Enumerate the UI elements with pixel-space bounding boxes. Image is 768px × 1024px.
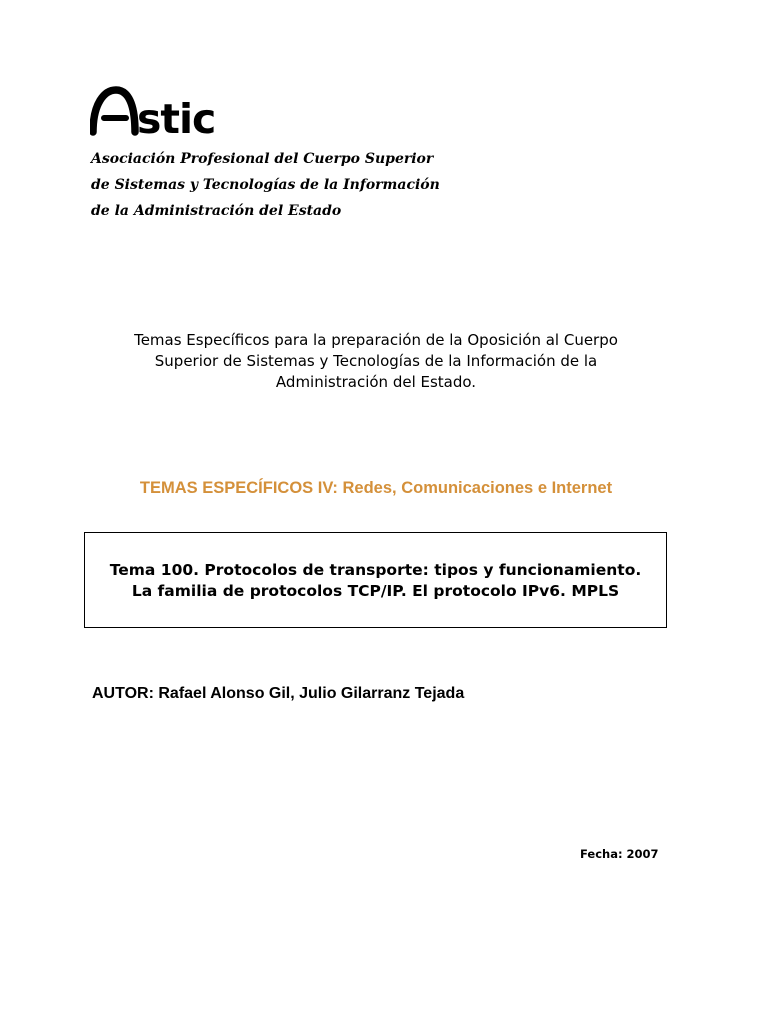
tema-title-box [84,532,667,628]
tema-title-line: La familia de protocolos TCP/IP. El protocolo IPv6. MPLS [131,582,620,600]
organization-line: Asociación Profesional del Cuerpo Superior [91,151,434,167]
svg-text:stic: stic [137,95,216,140]
astic-logo-mark [90,84,225,140]
astic-logo [90,84,225,140]
intro-line: Superior de Sistemas y Tecnologías de la Información de la [154,352,598,370]
organization-line: de Sistemas y Tecnologías de la Información [91,177,440,193]
date-line: Fecha: 2007 [580,847,659,861]
organization-line: de la Administración del Estado [91,203,342,219]
intro-line: Administración del Estado. [275,373,477,391]
organization-name [91,146,440,224]
tema-title-line: Tema 100. Protocolos de transporte: tipos y funcionamiento. [109,561,642,579]
series-title: TEMAS ESPECÍFICOS IV: Redes, Comunicaciones e Internet [139,479,613,497]
intro-line: Temas Específicos para la preparación de la Oposición al Cuerpo [134,331,618,349]
intro-text [100,330,652,393]
author-line: AUTOR: Rafael Alonso Gil, Julio Gilarranz Tejada [92,685,465,702]
